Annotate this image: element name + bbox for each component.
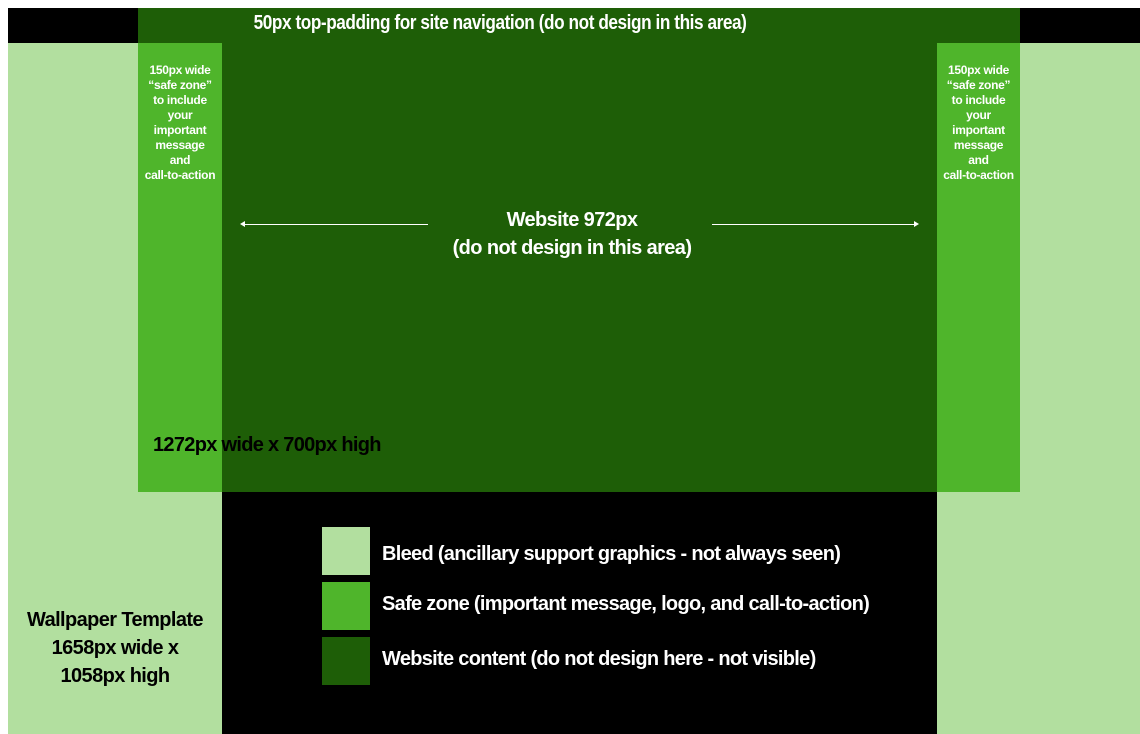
- legend-swatch-safe-zone: [322, 582, 370, 630]
- left-arrowhead-icon: [240, 221, 245, 227]
- right-arrowhead-icon: [914, 221, 919, 227]
- left-safe-zone-note: 150px wide “safe zone” to include your important message and call-to-action: [144, 63, 216, 182]
- wallpaper-template-diagram: [8, 8, 1140, 734]
- legend-label-safe-zone: Safe zone (important message, logo, and call-to-action): [382, 593, 870, 615]
- right-width-arrow-line: [712, 224, 916, 225]
- legend-label-bleed: Bleed (ancillary support graphics - not always seen): [382, 543, 841, 565]
- website-width-label-line2: (do not design in this area): [452, 237, 692, 259]
- right-safe-zone-note: 150px wide “safe zone” to include your important message and call-to-action: [943, 63, 1014, 182]
- left-width-arrow-line: [242, 224, 428, 225]
- website-content-area: [222, 43, 937, 492]
- website-width-label: [422, 206, 722, 262]
- legend-label-website-content: Website content (do not design here - not visible): [382, 648, 816, 670]
- legend-swatch-bleed: [322, 527, 370, 575]
- visible-area-dimensions-label: 1272px wide x 700px high: [153, 434, 381, 456]
- website-width-label-line1: Website 972px: [506, 209, 638, 231]
- wallpaper-template-label: Wallpaper Template 1658px wide x 1058px high: [27, 609, 203, 687]
- nav-padding-label: 50px top-padding for site navigation (do not design in this area): [253, 12, 747, 34]
- legend-swatch-website-content: [322, 637, 370, 685]
